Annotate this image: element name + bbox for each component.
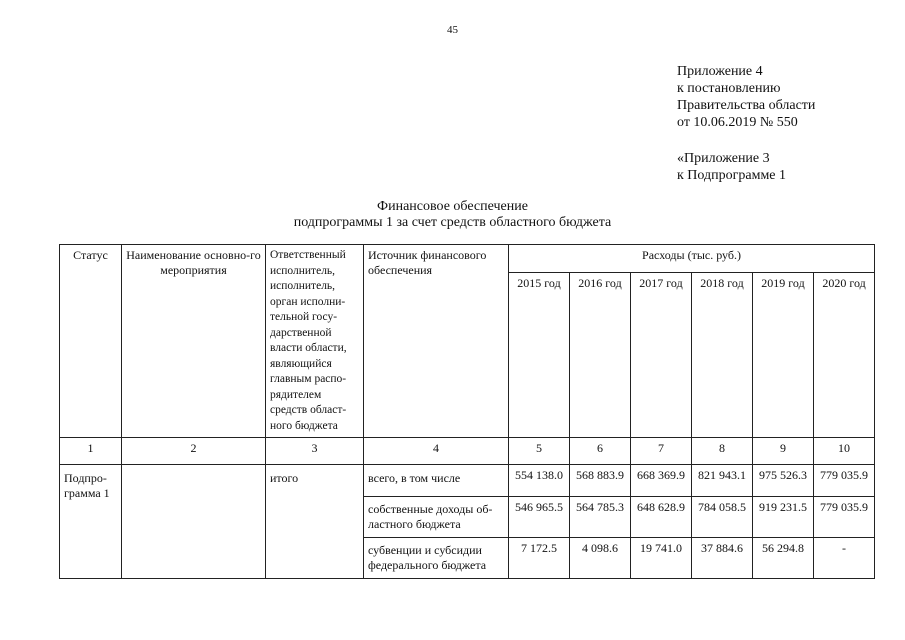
value-cell: 546 965.5 [509, 497, 570, 538]
activity-cell [122, 465, 266, 579]
value-cell: 821 943.1 [692, 465, 753, 497]
index-cell: 4 [364, 438, 509, 465]
header-expenses: Расходы (тыс. руб.) [509, 245, 875, 273]
source-cell: собственные доходы об-ластного бюджета [364, 497, 509, 538]
appendix-reference-line: «Приложение 3 [677, 151, 770, 166]
value-cell: 56 294.8 [753, 538, 814, 579]
value-cell: 648 628.9 [631, 497, 692, 538]
index-cell: 6 [570, 438, 631, 465]
source-cell: всего, в том числе [364, 465, 509, 497]
value-cell: 37 884.6 [692, 538, 753, 579]
index-cell: 10 [814, 438, 875, 465]
appendix-line: к постановлению [677, 81, 781, 96]
header-source: Источник финансового обеспечения [364, 245, 509, 438]
value-cell: 784 058.5 [692, 497, 753, 538]
value-cell: 564 785.3 [570, 497, 631, 538]
index-cell: 8 [692, 438, 753, 465]
page-number: 45 [447, 24, 458, 36]
header-year: 2018 год [692, 273, 753, 438]
title-line: Финансовое обеспечение [377, 199, 528, 214]
title-line: подпрограммы 1 за счет средств областного бюджета [293, 215, 612, 230]
header-status: Статус [60, 245, 122, 438]
index-cell: 9 [753, 438, 814, 465]
header-year: 2019 год [753, 273, 814, 438]
value-cell: 779 035.9 [814, 497, 875, 538]
value-cell: 7 172.5 [509, 538, 570, 579]
value-cell: 19 741.0 [631, 538, 692, 579]
header-row [60, 245, 875, 273]
appendix-line: от 10.06.2019 № 550 [677, 115, 798, 130]
index-cell: 3 [266, 438, 364, 465]
value-cell: 4 098.6 [570, 538, 631, 579]
header-executor: Ответственный исполнитель, исполнитель, орган исполни-тельной госу-дарственной власти области, являющийся главным распо-рядителем средств област-ного бюджета [266, 245, 364, 438]
index-row [60, 438, 875, 465]
appendix-reference-block [677, 150, 786, 184]
value-cell: 568 883.9 [570, 465, 631, 497]
financial-table [59, 244, 875, 579]
index-cell: 2 [122, 438, 266, 465]
value-cell: 554 138.0 [509, 465, 570, 497]
header-year: 2015 год [509, 273, 570, 438]
appendix-line: Приложение 4 [677, 64, 763, 79]
header-activity: Наименование основно-го мероприятия [122, 245, 266, 438]
index-cell: 5 [509, 438, 570, 465]
index-cell: 1 [60, 438, 122, 465]
value-cell: 779 035.9 [814, 465, 875, 497]
appendix-line: Правительства области [677, 98, 816, 113]
value-cell: - [814, 538, 875, 579]
header-year: 2017 год [631, 273, 692, 438]
header-year: 2016 год [570, 273, 631, 438]
status-cell: Подпро-грамма 1 [60, 465, 122, 579]
appendix-block [677, 63, 815, 131]
table-row [60, 465, 875, 497]
value-cell: 919 231.5 [753, 497, 814, 538]
appendix-reference-line: к Подпрограмме 1 [677, 168, 787, 183]
value-cell: 975 526.3 [753, 465, 814, 497]
value-cell: 668 369.9 [631, 465, 692, 497]
document-title [0, 199, 905, 231]
executor-cell: итого [266, 465, 364, 579]
header-year: 2020 год [814, 273, 875, 438]
index-cell: 7 [631, 438, 692, 465]
source-cell: субвенции и субсидии федерального бюджета [364, 538, 509, 579]
